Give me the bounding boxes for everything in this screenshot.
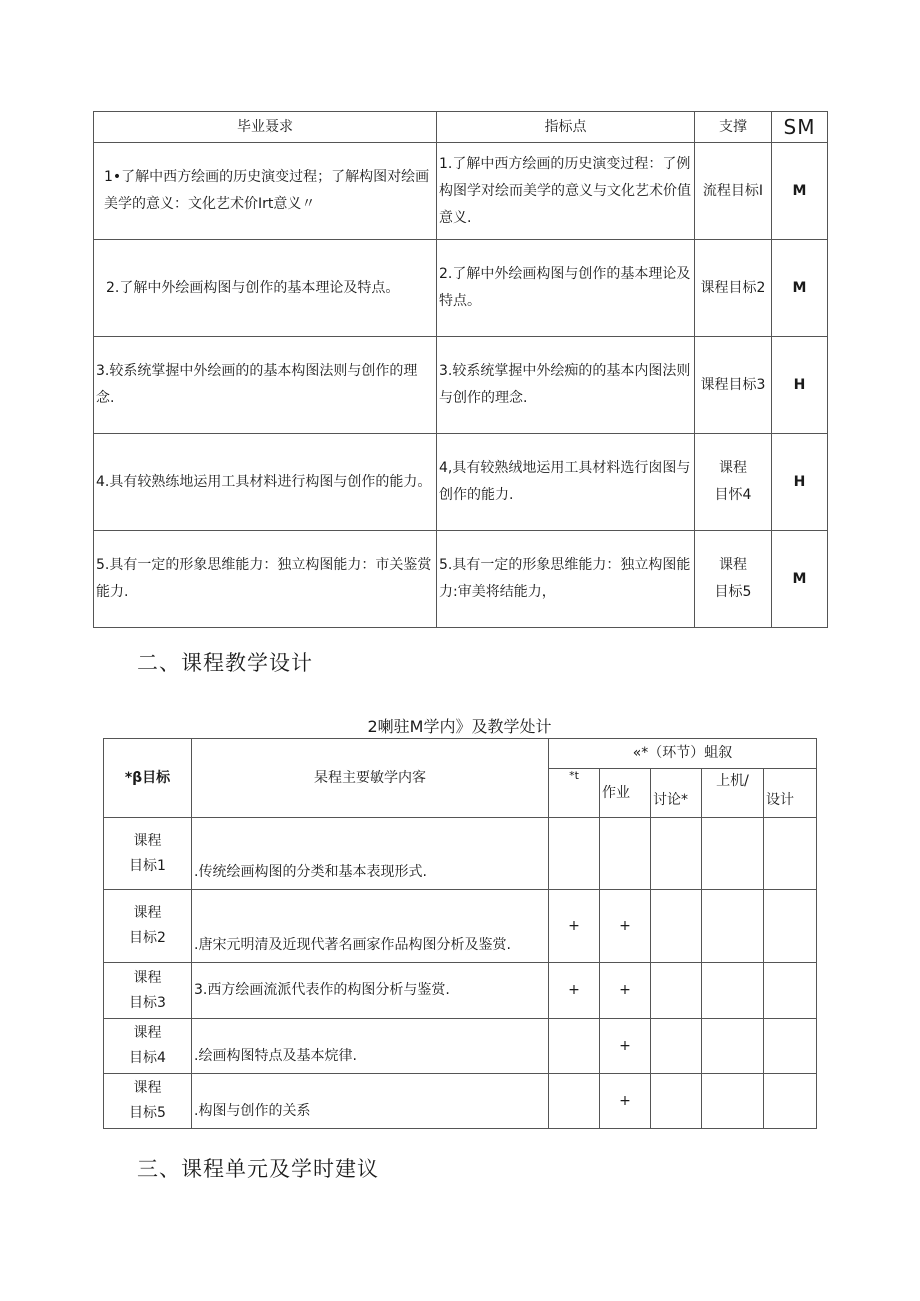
support-line-2: 目标5 (714, 584, 752, 600)
indicator-cell: 2.了解中外绘画构图与创作的基本理论及特点。 (437, 240, 695, 337)
mark-lecture: + (549, 890, 600, 963)
goal-line-1: 课程 (133, 1080, 162, 1096)
indicator-cell: 4,具有较熟绒地运用工具材料选行囱图与创作的能力. (437, 434, 695, 531)
content-cell: 3.西方绘画流派代表作的构图分析与鉴赏. (192, 963, 549, 1019)
empty-cell (651, 1019, 702, 1074)
header-teaching-link-group: «*（环节）蛆叙 (549, 739, 817, 769)
goal-line-1: 课程 (133, 832, 162, 849)
table-row (94, 143, 828, 240)
indicator-cell: 5.具有一定的形象思维能力：独立构图能力:审美将结能力， (437, 531, 695, 628)
mark-homework: + (600, 1019, 651, 1074)
goal-cell (104, 1074, 192, 1129)
table-row (104, 890, 817, 963)
mark-lecture (549, 818, 600, 890)
goal-line-1: 课程 (133, 905, 162, 921)
goal-line-2: 目标5 (129, 1105, 166, 1121)
requirement-cell: 1•了解中西方绘画的历史演变过程；了解构图对绘画美学的意义：文化艺术价Irt意义〃 (94, 143, 437, 240)
empty-cell (702, 963, 764, 1019)
empty-cell (702, 1019, 764, 1074)
support-line-2: 目怀4 (714, 487, 752, 503)
goal-line-2: 目标1 (129, 857, 166, 874)
section-heading-3: 三、课程单元及学时建议 (137, 1157, 379, 1181)
mark-lecture: + (549, 963, 600, 1019)
level-cell: H (772, 434, 828, 531)
section-heading-2: 二、课程教学设计 (137, 651, 313, 675)
goal-cell (104, 890, 192, 963)
empty-cell (764, 1074, 817, 1129)
requirement-cell: 4.具有较熟练地运用工具材料进行构图与创作的能力。 (94, 434, 437, 531)
subheader-design: 设计 (764, 769, 817, 818)
mark-lecture (549, 1019, 600, 1074)
support-cell: 课程目标3 (695, 337, 772, 434)
goal-cell (104, 818, 192, 890)
empty-cell (764, 818, 817, 890)
indicator-cell: 1.了解中西方绘画的历史演变过程：了例构图学对绘而美学的意义与文化艺术价值意义. (437, 143, 695, 240)
header-level: SM (772, 112, 828, 143)
support-cell (695, 434, 772, 531)
content-cell: .唐宋元明清及近现代著名画家作品构图分析及鉴赏. (192, 890, 549, 963)
level-cell: M (772, 143, 828, 240)
empty-cell (651, 890, 702, 963)
empty-cell (764, 963, 817, 1019)
table-row (94, 531, 828, 628)
goal-cell (104, 963, 192, 1019)
table-header-row (104, 739, 817, 769)
table-header-row (94, 112, 828, 143)
header-support: 支撑 (695, 112, 772, 143)
support-line-1: 课程 (719, 557, 747, 573)
support-cell: 流程目标I (695, 143, 772, 240)
content-cell: .构图与创作的关系 (192, 1074, 549, 1129)
mark-homework: + (600, 1074, 651, 1129)
table-row (104, 818, 817, 890)
table-row (104, 1074, 817, 1129)
requirement-cell: 3.较系统掌握中外绘画的的基本构图法则与创作的理念. (94, 337, 437, 434)
empty-cell (702, 1074, 764, 1129)
table-row (104, 963, 817, 1019)
subheader-computer: 上机/ (702, 769, 764, 818)
requirement-cell: 2.了解中外绘画构图与创作的基本理论及特点。 (94, 240, 437, 337)
level-cell: M (772, 531, 828, 628)
empty-cell (702, 818, 764, 890)
goal-line-2: 目标3 (129, 994, 166, 1011)
content-cell: .绘画构图特点及基本烷律. (192, 1019, 549, 1074)
empty-cell (764, 890, 817, 963)
empty-cell (651, 1074, 702, 1129)
header-content: 杲程主要敏学内客 (192, 739, 549, 818)
table-row (94, 434, 828, 531)
goal-line-1: 课程 (133, 1025, 162, 1041)
support-cell: 课程目标2 (695, 240, 772, 337)
goal-line-2: 目标4 (129, 1050, 166, 1066)
support-line-1: 课程 (719, 460, 747, 476)
indicator-cell: 3.较系统掌握中外绘痴的的基本内图法则与创作的理念. (437, 337, 695, 434)
empty-cell (702, 890, 764, 963)
empty-cell (651, 818, 702, 890)
empty-cell (764, 1019, 817, 1074)
goal-line-1: 课程 (133, 969, 162, 986)
support-cell (695, 531, 772, 628)
goal-line-2: 目标2 (129, 930, 166, 946)
empty-cell (651, 963, 702, 1019)
subheader-homework: 作业 (600, 769, 651, 818)
mark-lecture (549, 1074, 600, 1129)
mark-homework (600, 818, 651, 890)
table-row (94, 240, 828, 337)
graduation-requirements-table (93, 111, 828, 628)
table-row (104, 1019, 817, 1074)
table-caption: 2喇驻M学内》及教学处计 (367, 717, 552, 736)
subheader-discussion: 讨论* (651, 769, 702, 818)
level-cell: H (772, 337, 828, 434)
teaching-design-table (103, 738, 817, 1129)
level-cell: M (772, 240, 828, 337)
header-requirement: 毕业聂求 (94, 112, 437, 143)
goal-cell (104, 1019, 192, 1074)
mark-homework: + (600, 963, 651, 1019)
table-row (94, 337, 828, 434)
requirement-cell: 5.具有一定的形象思维能力：独立构图能力：市关鉴赏能力. (94, 531, 437, 628)
subheader-lecture: *t (549, 769, 600, 818)
header-goal: *β目标 (104, 739, 192, 818)
header-indicator: 指标点 (437, 112, 695, 143)
mark-homework: + (600, 890, 651, 963)
content-cell: .传统绘画构图的分类和基本表现形式. (192, 818, 549, 890)
